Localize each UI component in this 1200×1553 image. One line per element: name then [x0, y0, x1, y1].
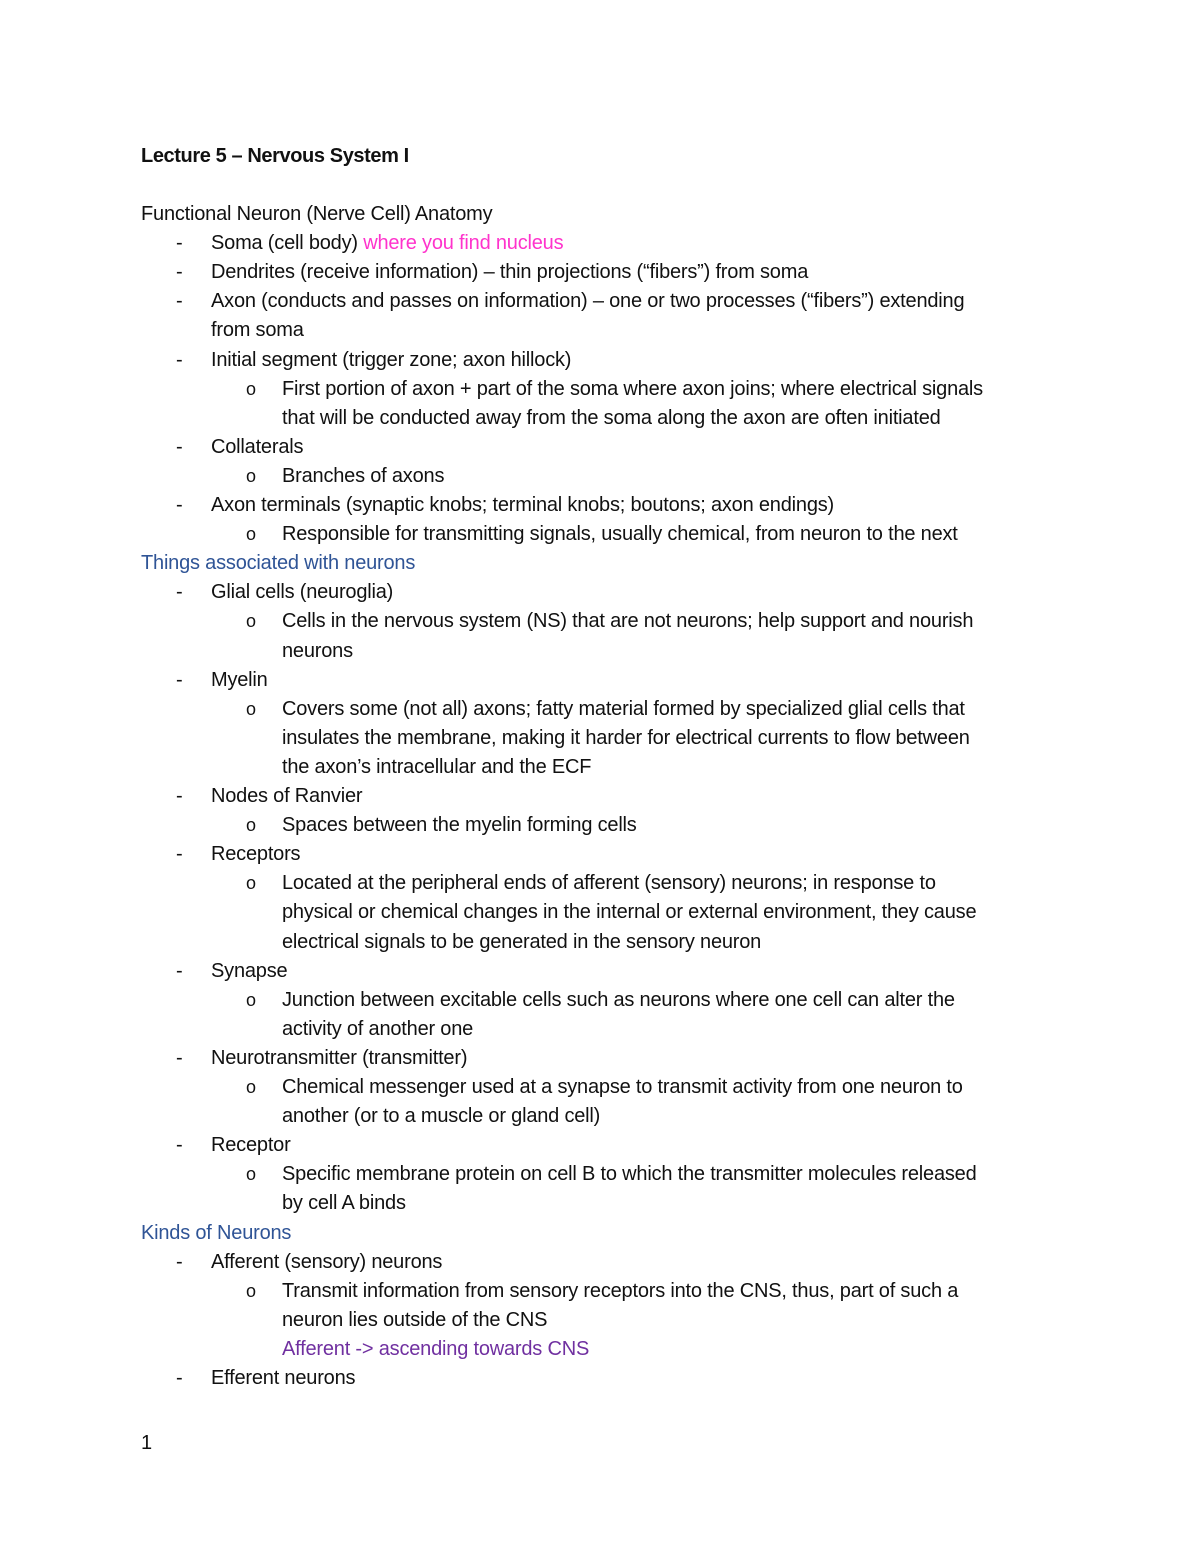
- list-item-text: Neurotransmitter (transmitter): [211, 1047, 468, 1069]
- list-item-text: Myelin: [211, 669, 268, 691]
- list-item-text: Axon (conducts and passes on information) – one or two processes (“fibers”) extending: [211, 290, 965, 312]
- sub-item-text: Junction between excitable cells such as neurons where one cell can alter the: [282, 989, 955, 1011]
- sub-item-text: that will be conducted away from the soma along the axon are often initiated: [282, 407, 941, 429]
- sub-item-text: the axon’s intracellular and the ECF: [282, 756, 592, 778]
- dash-marker: -: [176, 1251, 183, 1273]
- dash-marker: -: [176, 494, 183, 516]
- bullet-marker: o: [246, 1077, 257, 1097]
- bullet-marker: o: [246, 1281, 257, 1301]
- section-heading: Kinds of Neurons: [141, 1222, 292, 1244]
- sub-item-text: Spaces between the myelin forming cells: [282, 814, 637, 836]
- dash-marker: -: [176, 785, 183, 807]
- list-item-text: Receptor: [211, 1134, 291, 1156]
- sub-item-text: Responsible for transmitting signals, usually chemical, from neuron to the next: [282, 523, 958, 545]
- dash-marker: -: [176, 349, 183, 371]
- dash-marker: -: [176, 436, 183, 458]
- section-heading: Things associated with neurons: [141, 552, 416, 574]
- dash-marker: -: [176, 581, 183, 603]
- list-item-text: Nodes of Ranvier: [211, 785, 363, 807]
- list-item-text: Glial cells (neuroglia): [211, 581, 394, 603]
- sub-item-text: activity of another one: [282, 1018, 474, 1040]
- list-item-text: Axon terminals (synaptic knobs; terminal knobs; boutons; axon endings): [211, 494, 835, 516]
- dash-marker: -: [176, 1047, 183, 1069]
- list-item-text: Collaterals: [211, 436, 304, 458]
- dash-marker: -: [176, 232, 183, 254]
- sub-item-text: Transmit information from sensory receptors into the CNS, thus, part of such a: [282, 1280, 959, 1302]
- sub-item-text: by cell A binds: [282, 1192, 406, 1214]
- sub-item-text: neurons: [282, 640, 353, 662]
- sub-item-text: Specific membrane protein on cell B to which the transmitter molecules released: [282, 1163, 977, 1185]
- sub-item-text: physical or chemical changes in the internal or external environment, they cause: [282, 901, 977, 923]
- dash-marker: -: [176, 290, 183, 312]
- list-item-text: from soma: [211, 319, 304, 341]
- bullet-marker: o: [246, 611, 257, 631]
- sub-item-text: Covers some (not all) axons; fatty material formed by specialized glial cells that: [282, 698, 965, 720]
- list-item-text: Efferent neurons: [211, 1367, 356, 1389]
- sub-item-text: electrical signals to be generated in the sensory neuron: [282, 931, 762, 953]
- list-item-text: Soma (cell body) where you find nucleus: [211, 232, 564, 254]
- bullet-marker: o: [246, 815, 257, 835]
- section-heading: Functional Neuron (Nerve Cell) Anatomy: [141, 203, 493, 225]
- dash-marker: -: [176, 1367, 183, 1389]
- page-title: Lecture 5 – Nervous System I: [141, 145, 409, 167]
- list-item-text: Afferent (sensory) neurons: [211, 1251, 443, 1273]
- list-item-text: Synapse: [211, 960, 288, 982]
- sub-item-text: Branches of axons: [282, 465, 445, 487]
- sub-item-text: Located at the peripheral ends of afferent (sensory) neurons; in response to: [282, 872, 936, 894]
- sub-item-text: neuron lies outside of the CNS: [282, 1309, 548, 1331]
- bullet-marker: o: [246, 1164, 257, 1184]
- highlight-note: where you find nucleus: [363, 232, 564, 254]
- sub-item-text: Chemical messenger used at a synapse to transmit activity from one neuron to: [282, 1076, 963, 1098]
- sub-item-note: Afferent -> ascending towards CNS: [282, 1338, 590, 1360]
- dash-marker: -: [176, 960, 183, 982]
- bullet-marker: o: [246, 379, 257, 399]
- sub-item-text: insulates the membrane, making it harder for electrical currents to flow between: [282, 727, 970, 749]
- sub-item-text: First portion of axon + part of the soma where axon joins; where electrical signals: [282, 378, 983, 400]
- sub-item-text: another (or to a muscle or gland cell): [282, 1105, 601, 1127]
- list-item-text: Receptors: [211, 843, 301, 865]
- dash-marker: -: [176, 843, 183, 865]
- list-item-text: Initial segment (trigger zone; axon hillock): [211, 349, 572, 371]
- page-number: 1: [141, 1432, 153, 1454]
- bullet-marker: o: [246, 524, 257, 544]
- bullet-marker: o: [246, 466, 257, 486]
- sub-item-text: Cells in the nervous system (NS) that are not neurons; help support and nourish: [282, 610, 974, 632]
- bullet-marker: o: [246, 990, 257, 1010]
- dash-marker: -: [176, 261, 183, 283]
- dash-marker: -: [176, 1134, 183, 1156]
- dash-marker: -: [176, 669, 183, 691]
- bullet-marker: o: [246, 873, 257, 893]
- bullet-marker: o: [246, 699, 257, 719]
- list-item-text: Dendrites (receive information) – thin projections (“fibers”) from soma: [211, 261, 809, 283]
